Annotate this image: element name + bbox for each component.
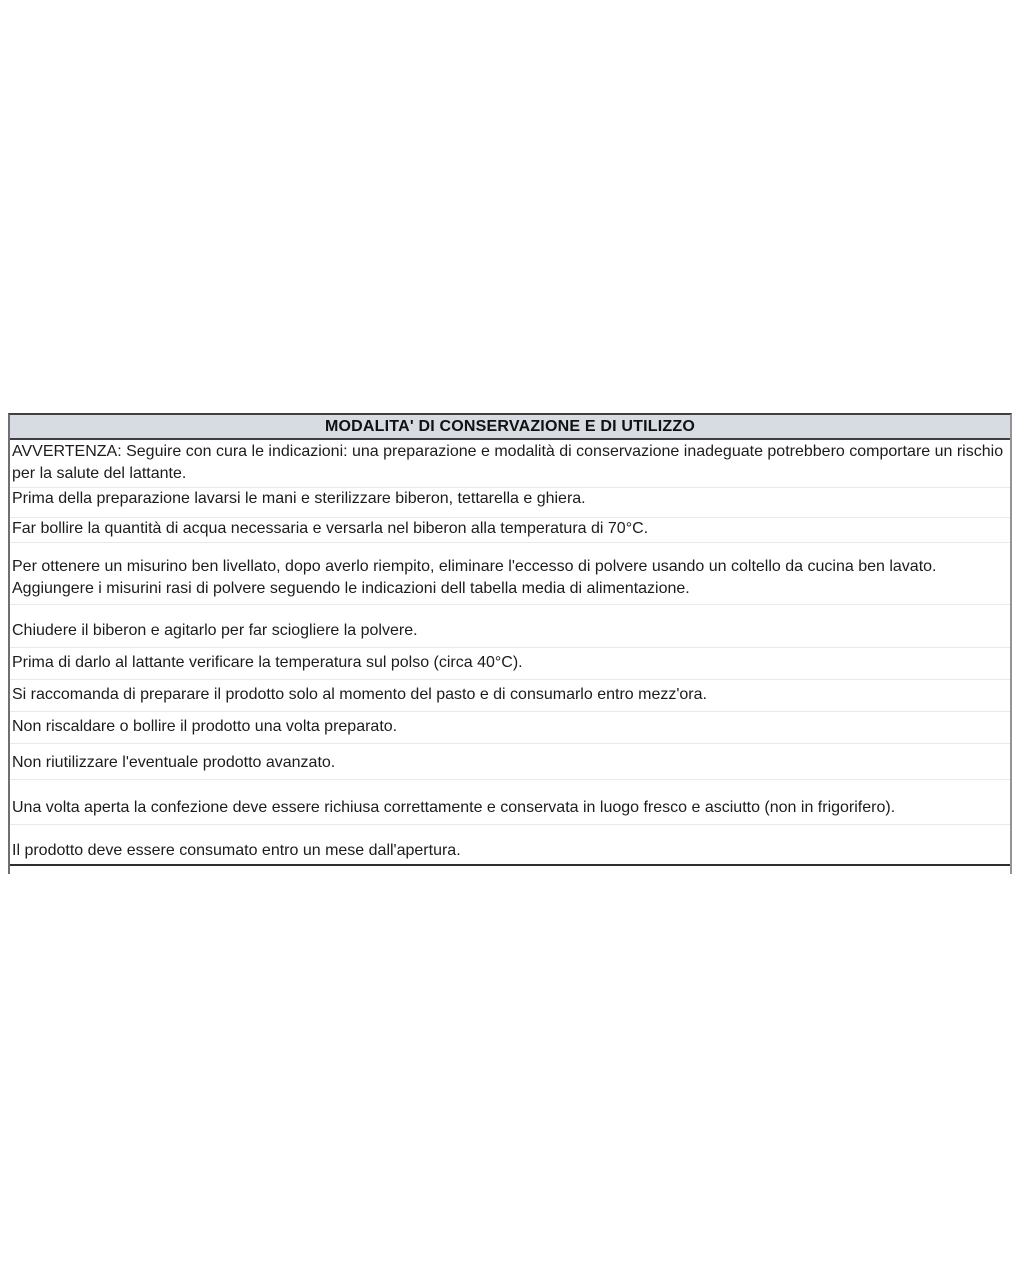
table-row: Una volta aperta la confezione deve essere richiusa correttamente e conservata in luogo fresco e asciutto (non in frigorifero). xyxy=(10,780,1010,825)
table-row: Si raccomanda di preparare il prodotto solo al momento del pasto e di consumarlo entro mezz'ora. xyxy=(10,680,1010,712)
table-row: Non riscaldare o bollire il prodotto una volta preparato. xyxy=(10,712,1010,744)
table-row: Per ottenere un misurino ben livellato, dopo averlo riempito, eliminare l'eccesso di polvere usando un coltello da cucina ben lavato. Aggiungere i misurini rasi di polvere seguendo le indicazioni dell tabella media di alimentazione. xyxy=(10,543,1010,605)
table-row: Far bollire la quantità di acqua necessaria e versarla nel biberon alla temperatura di 70°C. xyxy=(10,518,1010,543)
table-row: Chiudere il biberon e agitarlo per far sciogliere la polvere. xyxy=(10,605,1010,648)
table-row: Prima della preparazione lavarsi le mani e sterilizzare biberon, tettarella e ghiera. xyxy=(10,488,1010,518)
table-row: Il prodotto deve essere consumato entro un mese dall'apertura. xyxy=(10,825,1010,866)
table-row: Prima di darlo al lattante verificare la temperatura sul polso (circa 40°C). xyxy=(10,648,1010,680)
table-row: Non riutilizzare l'eventuale prodotto avanzato. xyxy=(10,744,1010,780)
storage-instructions-table xyxy=(8,413,1012,874)
table-row: AVVERTENZA: Seguire con cura le indicazioni: una preparazione e modalità di conservazione inadeguate potrebbero comportare un rischio per la salute del lattante. xyxy=(10,440,1010,488)
cropped-table-row xyxy=(10,866,1010,874)
table-header: MODALITA' DI CONSERVAZIONE E DI UTILIZZO xyxy=(10,415,1010,440)
